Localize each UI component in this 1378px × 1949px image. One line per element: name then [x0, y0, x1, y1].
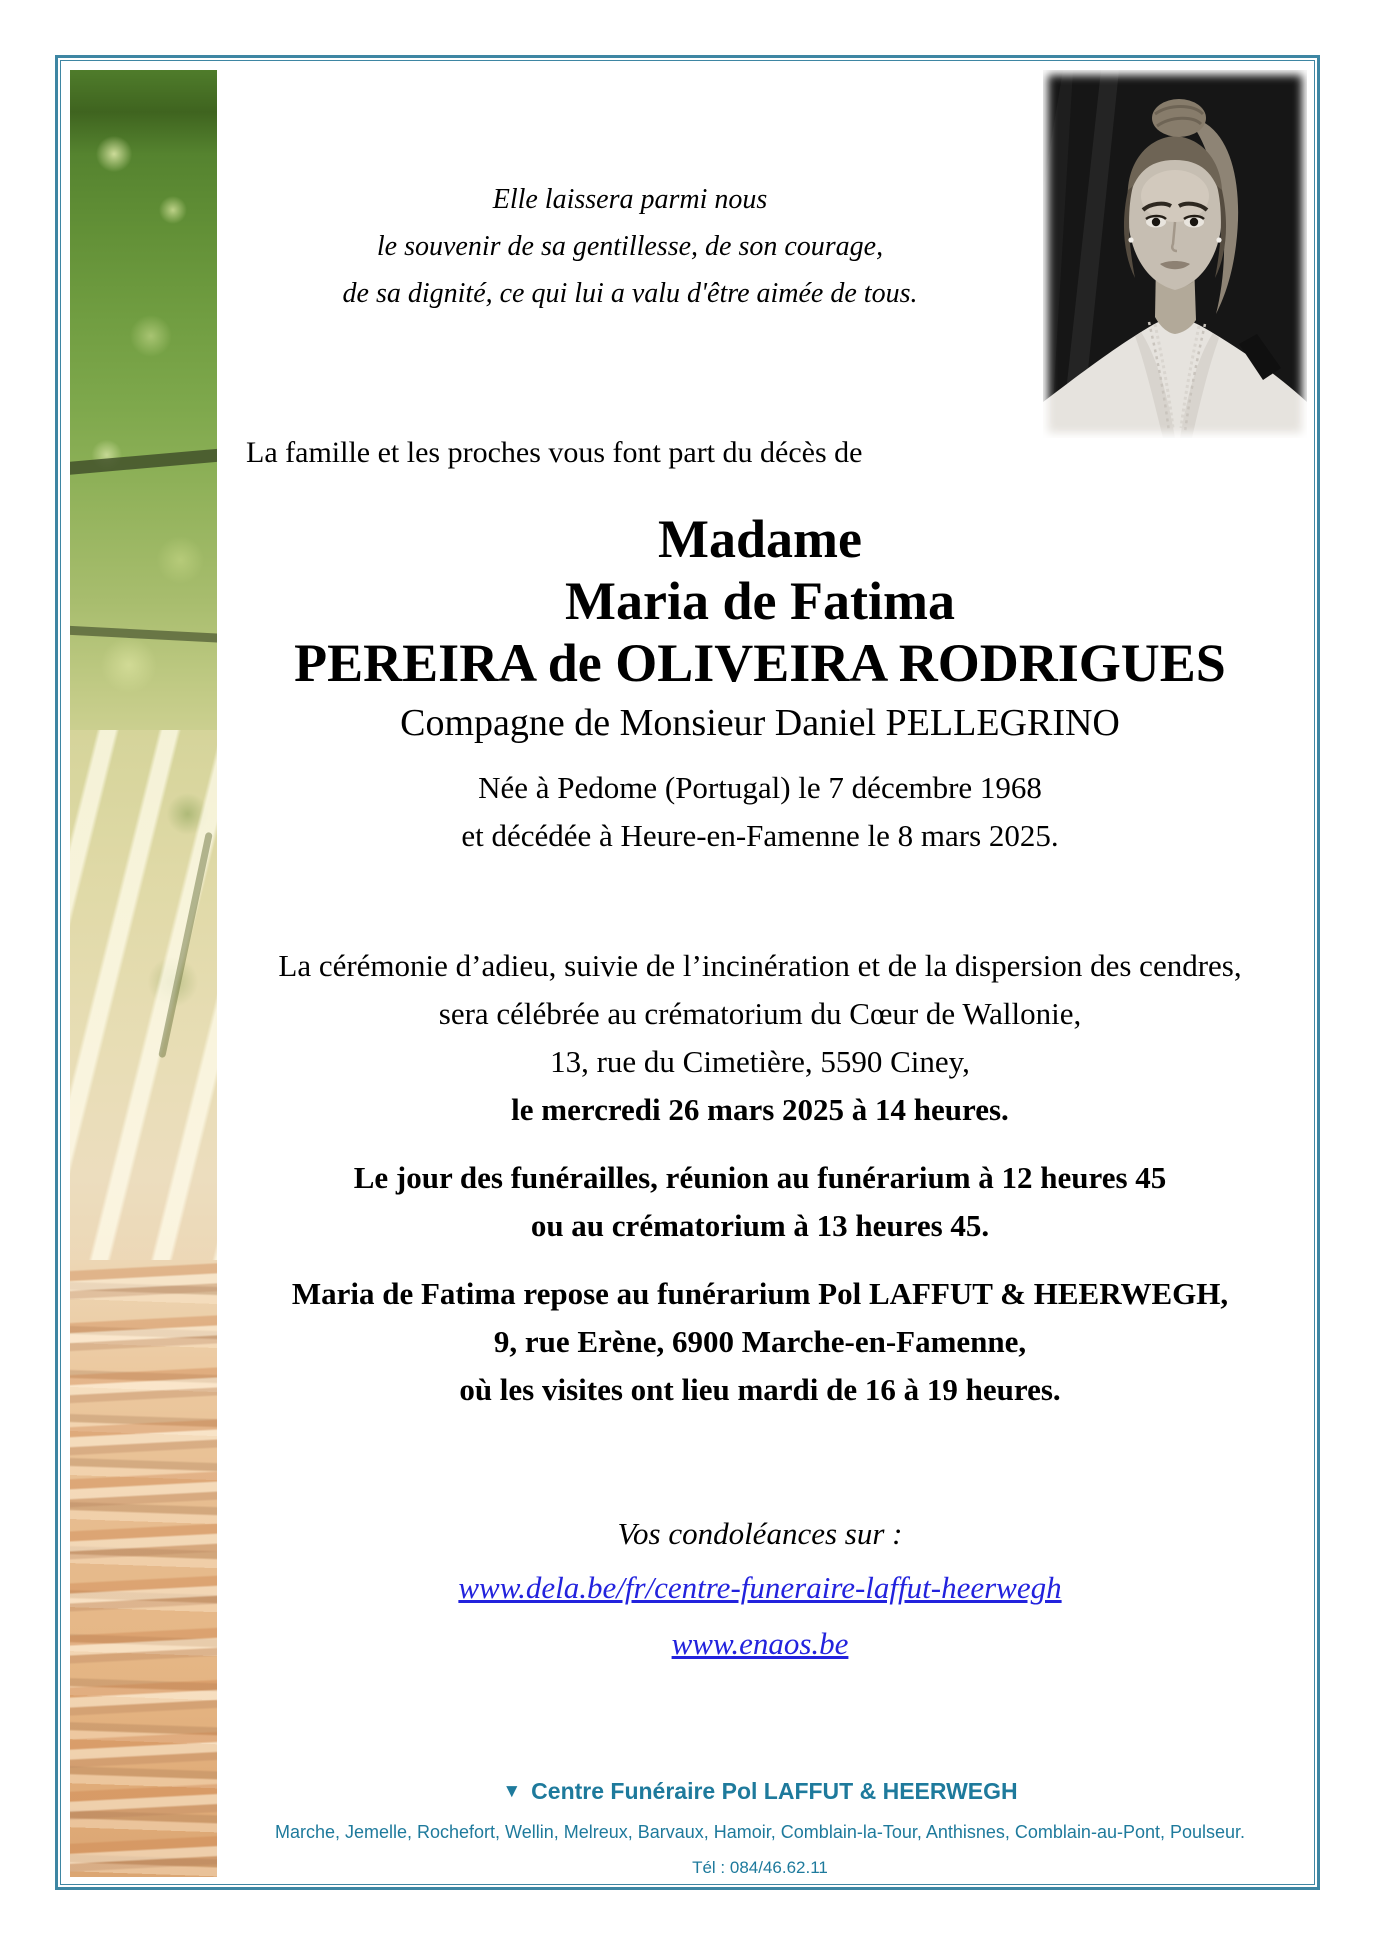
repose-address: 9, rue Erène, 6900 Marche-en-Famenne,	[493, 1324, 1027, 1359]
ceremony-line: La cérémonie d’adieu, suivie de l’incinération et de la dispersion des cendres,	[278, 948, 1242, 983]
deceased-last-names: PEREIRA de OLIVEIRA RODRIGUES	[294, 633, 1226, 693]
deceased-title: Madame	[658, 509, 862, 569]
condolences-link-dela[interactable]: www.dela.be/fr/centre-funeraire-laffut-heerwegh	[458, 1570, 1062, 1605]
ceremony-address: 13, rue du Cimetière, 5590 Ciney,	[550, 1044, 970, 1079]
epitaph	[220, 176, 1040, 317]
deceased-relation: Compagne de Monsieur Daniel PELLEGRINO	[400, 702, 1120, 744]
funeral-home-name	[220, 1778, 1300, 1805]
portrait-illustration	[1043, 70, 1307, 438]
death-line: et décédée à Heure-en-Famenne le 8 mars 2025.	[461, 818, 1059, 853]
forest-foliage	[70, 70, 217, 770]
ceremony-datetime: le mercredi 26 mars 2025 à 14 heures.	[511, 1092, 1009, 1127]
condolences-link-wrapper	[220, 1626, 1300, 1662]
repose-line: Maria de Fatima repose au funérarium Pol LAFFUT & HEERWEGH,	[291, 1276, 1229, 1311]
funeral-home-locations: Marche, Jemelle, Rochefort, Wellin, Melreux, Barvaux, Hamoir, Comblain-la-Tour, Anthisnes, Comblain-au-Pont, Poulseur.	[274, 1822, 1246, 1842]
announcement-text: La famille et les proches vous font part du décès de	[246, 436, 863, 469]
gathering-line: Le jour des funérailles, réunion au funérarium à 12 heures 45	[353, 1160, 1167, 1195]
triangle-bullet-icon: ▼	[502, 1781, 522, 1802]
condolences-link-wrapper	[220, 1570, 1300, 1606]
funeral-home-name-text: Centre Funéraire Pol LAFFUT & HEERWEGH	[531, 1778, 1018, 1804]
condolences-label: Vos condoléances sur :	[617, 1516, 903, 1551]
gathering-line: ou au crématorium à 13 heures 45.	[530, 1208, 990, 1243]
ceremony-line: sera célébrée au crématorium du Cœur de Wallonie,	[438, 996, 1082, 1031]
repose-visits: où les visites ont lieu mardi de 16 à 19 heures.	[459, 1372, 1061, 1407]
birth-line: Née à Pedome (Portugal) le 7 décembre 1968	[478, 770, 1042, 805]
deceased-first-names: Maria de Fatima	[565, 571, 955, 631]
epitaph-line: Elle laissera parmi nous	[492, 184, 768, 215]
epitaph-line: le souvenir de sa gentillesse, de son courage,	[376, 231, 884, 262]
funeral-home-phone: Tél : 084/46.62.11	[692, 1858, 828, 1877]
portrait-photo	[1043, 70, 1307, 438]
sandy-path	[70, 1260, 217, 1877]
condolences-link-enaos[interactable]: www.enaos.be	[671, 1626, 849, 1661]
epitaph-line: de sa dignité, ce qui lui a valu d'être aimée de tous.	[342, 278, 918, 309]
forest-path-image	[70, 70, 217, 1877]
sun-rays	[70, 730, 217, 1290]
